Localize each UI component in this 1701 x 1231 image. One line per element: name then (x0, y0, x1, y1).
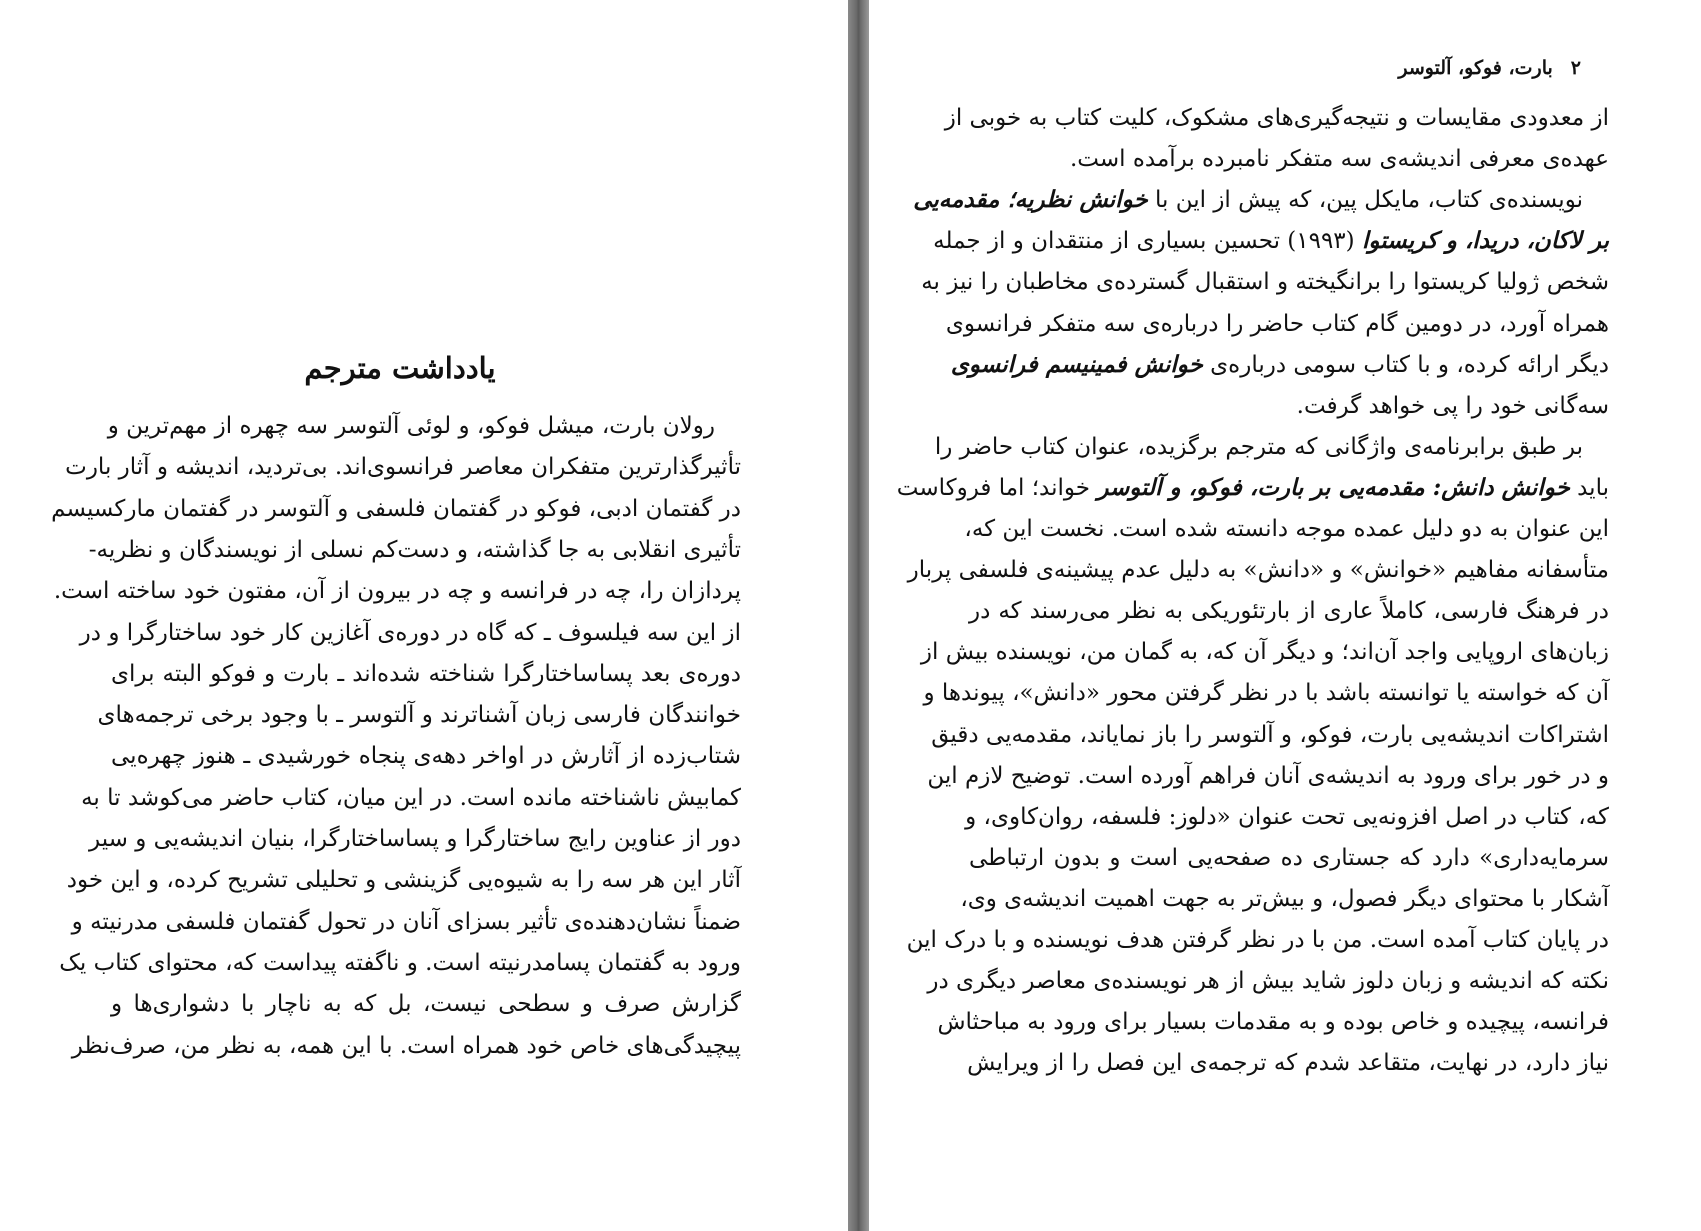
text-line (933, 219, 1609, 263)
text-segment: همراه آورد، در دومین گام کتاب حاضر را درباره‌ی سه متفکر فرانسوی (945, 310, 1609, 337)
text-segment: بر طبق برابرنامه‌ی واژگانی که مترجم برگزیده، عنوان کتاب حاضر را (934, 433, 1583, 460)
text-line (965, 795, 1609, 839)
text-line (913, 178, 1609, 222)
text-segment: آشکار با محتوای دیگر فصول، و بیش‌تر به جهت اهمیت اندیشه‌ی وی، (960, 885, 1609, 912)
text-line: از این سه فیلسوف ـ که گاه در دوره‌ی آغازین کار خود ساختارگرا و در (79, 619, 741, 646)
page-number: ۲ (1570, 57, 1581, 79)
text-segment: متأسفانه مفاهیم «خوانش» و «دانش» به دلیل عدم پیشینه‌ی فلسفی پربار (907, 557, 1609, 584)
right-page (869, 0, 1701, 1231)
text-line (920, 630, 1609, 674)
text-line (969, 589, 1609, 633)
chapter-title: یادداشت مترجم (304, 351, 496, 385)
text-line (937, 1000, 1609, 1044)
emphasized-title: خوانش نظریه؛ مقدمه‌یی (913, 186, 1148, 214)
text-segment: در پایان کتاب آمده است. من با در نظر گرفتن هدف نویسنده و با درک این (906, 927, 1609, 953)
text-line: ضمناً نشان‌دهنده‌ی تأثیر بسزای آنان در تحول گفتمان فلسفی مدرنیته و (71, 908, 741, 935)
text-segment: فرانسه، پیچیده و خاص بوده و به مقدمات بسیار برای ورود به مباحثاش (937, 1009, 1609, 1036)
text-line (921, 260, 1609, 304)
emphasized-title: بر لاکان، دریدا، و کریستوا (1361, 227, 1609, 255)
text-line: شتاب‌زده از آثارش در اواخر دهه‌ی پنجاه خورشیدی ـ هنوز چهره‌یی (111, 743, 741, 770)
text-line (927, 959, 1609, 1003)
text-segment: باید (1569, 474, 1609, 501)
text-line (960, 877, 1609, 921)
text-line: رولان بارت، میشل فوکو، و لوئی آلتوسر سه چهره از مهم‌ترین و (107, 413, 715, 439)
text-line: در گفتمان ادبی، فوکو در گفتمان فلسفی و آلتوسر در گفتمان مارکسیسم (51, 495, 741, 522)
left-page (0, 0, 848, 1231)
text-line (945, 302, 1609, 346)
running-title: بارت، فوکو، آلتوسر (1398, 57, 1553, 79)
text-line (906, 918, 1609, 962)
text-line (944, 96, 1609, 140)
text-line (934, 425, 1609, 469)
text-line (964, 507, 1609, 551)
text-line (969, 137, 1609, 181)
running-header (1398, 50, 1581, 86)
text-line: دوره‌ی بعد پساساختارگرا شناخته شده‌اند ـ بارت و فوکو البته برای (111, 660, 741, 687)
text-segment: اشتراکات اندیشه‌یی بارت، فوکو، و آلتوسر را باز نمایاند، مقدمه‌یی دقیق (931, 721, 1609, 748)
text-segment: زبان‌های اروپایی واجد آن‌اند؛ و دیگر آن که، به گمان من، نویسنده بیش از (920, 639, 1609, 666)
text-segment: و در خور برای ورود به اندیشه‌ی آنان فراهم آورده است. توضیح لازم این (927, 762, 1609, 789)
text-line: آثار این هر سه را به شیوه‌یی گزینشی و تحلیلی تشریح کرده، و این خود (66, 867, 741, 894)
text-segment: نویسنده‌ی کتاب، مایکل پین، که پیش از این با (1147, 187, 1583, 214)
text-line: دور از عناوین رایج ساختارگرا و پساساختارگرا، بنیان اندیشه‌یی و سیر (89, 826, 741, 852)
text-line (950, 343, 1609, 387)
emphasized-title: خوانش دانش: مقدمه‌یی بر بارت، فوکو، و آلتوسر (1097, 473, 1570, 501)
emphasized-title: خوانش فمینیسم فرانسوی (950, 350, 1203, 378)
text-line: کمابیش ناشناخته مانده است. در این میان، کتاب حاضر می‌کوشد تا به (81, 784, 741, 811)
text-segment: این عنوان به دو دلیل عمده موجه دانسته شده است. نخست این که، (964, 516, 1609, 542)
text-line (931, 713, 1609, 757)
text-segment: نیاز دارد، در نهایت، متقاعد شدم که ترجمه‌ی این فصل را از ویرایش (967, 1050, 1609, 1077)
text-line: خوانندگان فارسی زبان آشناترند و آلتوسر ـ با وجود برخی ترجمه‌های (97, 702, 741, 729)
text-line (907, 548, 1609, 592)
text-segment: عهده‌ی معرفی اندیشه‌ی سه متفکر نامبرده برآمده است. (1069, 146, 1609, 173)
book-gutter (848, 0, 869, 1231)
text-line (969, 836, 1609, 880)
text-segment: در فرهنگ فارسی، کاملاً عاری از بارتئوریکی به نظر می‌رسند که در (969, 598, 1609, 625)
text-segment: شخص ژولیا کریستوا را برانگیخته و استقبال گسترده‌ی مخاطبان را نیز به (921, 269, 1609, 296)
text-line: ورود به گفتمان پسامدرنیته است. و ناگفته پیداست که، محتوای کتاب یک (59, 949, 741, 976)
text-line: پیچیدگی‌های خاص خود همراه است. با این همه، به نظر من، صرف‌نظر (71, 1032, 741, 1059)
text-line: تأثیری انقلابی به جا گذاشته، و دست‌کم نسلی از نویسندگان و نظریه- (88, 536, 741, 563)
text-segment: آن که خواسته یا توانسته باشد با در نظر گرفتن محور «دانش»، پیوندها و (923, 680, 1609, 707)
text-segment: از معدودی مقایسات و نتیجه‌گیری‌های مشکوک، کلیت کتاب به خوبی از (944, 105, 1609, 131)
text-line (896, 466, 1609, 510)
text-segment: (۱۹۹۳) تحسین بسیاری از منتقدان و از جمله (933, 228, 1362, 255)
text-segment: سه‌گانی خود را پی خواهد گرفت. (1296, 392, 1609, 419)
text-line (923, 671, 1609, 715)
text-segment: دیگر ارائه کرده، و با کتاب سومی درباره‌ی (1202, 351, 1609, 378)
text-line (969, 1041, 1609, 1085)
text-line: تأثیرگذارترین متفکران معاصر فرانسوی‌اند. بی‌تردید، اندیشه و آثار بارت (65, 454, 741, 481)
text-line (927, 754, 1609, 798)
text-segment: که، کتاب در اصل افزونه‌یی تحت عنوان «دلوز: فلسفه، روان‌کاوی، و (965, 803, 1609, 830)
text-segment: نکته که اندیشه و زبان دلوز شاید بیش از هر نویسنده‌ی معاصر دیگری در (927, 968, 1609, 995)
text-line: پردازان را، چه در فرانسه و چه در بیرون از آن، مفتون خود ساخته است. (53, 578, 741, 605)
text-line (969, 384, 1609, 428)
text-line: گزارش صرف و سطحی نیست، بل که به ناچار با دشواری‌ها و (111, 991, 741, 1018)
text-segment: سرمایه‌داری» دارد که جستاری ده صفحه‌یی است و بدون ارتباطی (969, 844, 1609, 871)
text-segment: خواند؛ اما فروکاست (896, 474, 1098, 501)
